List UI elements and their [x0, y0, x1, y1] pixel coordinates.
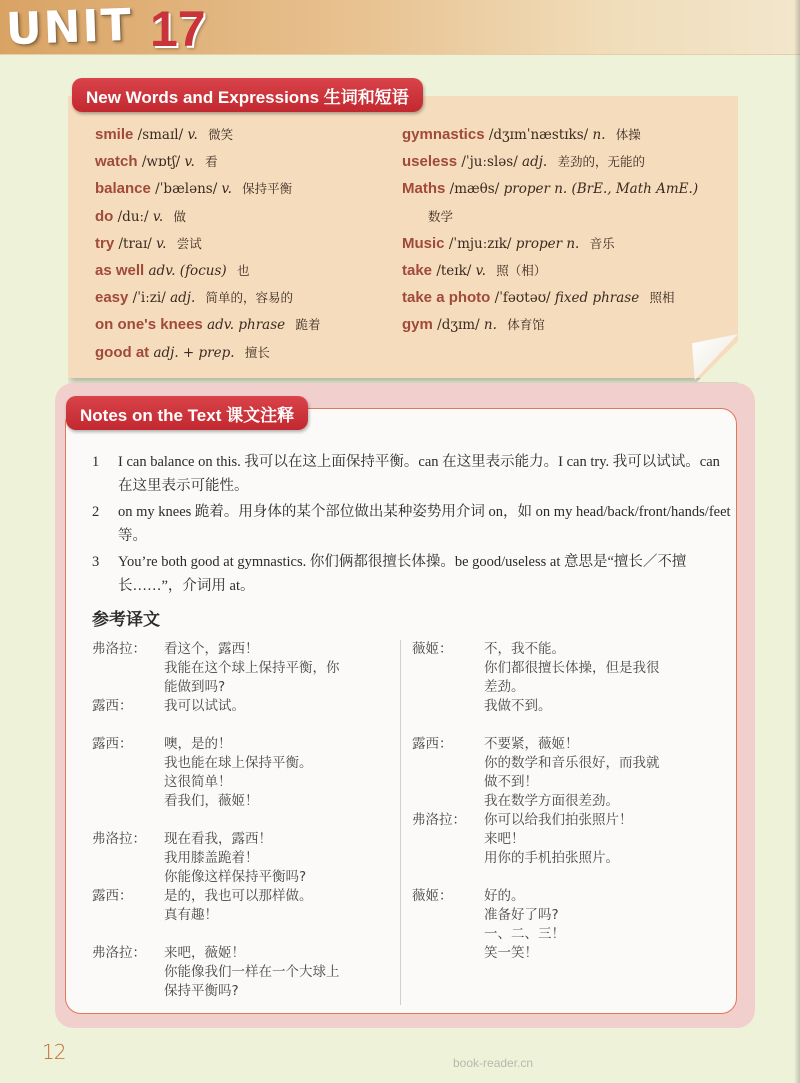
word-entry [95, 151, 320, 178]
dialog-line: 用你的手机拍张照片。 [484, 850, 619, 866]
dialog-lines [164, 944, 392, 1001]
dialog-turn [92, 830, 392, 887]
dialog-line: 真有趣！ [164, 907, 218, 923]
dialog-lines [484, 735, 712, 811]
part-of-speech: v. [156, 235, 167, 252]
unit-number: 17 [150, 1, 206, 57]
speaker-name: 弗洛拉： [92, 831, 146, 847]
notes-heading: Notes on the Text 课文注释 [66, 396, 308, 430]
chinese-meaning: 差劲的，无能的 [557, 154, 646, 170]
dialog-line: 你能像这样保持平衡吗? [164, 869, 307, 885]
dialog-line: 是的，我也可以那样做。 [164, 888, 313, 904]
speaker-name: 薇姬： [412, 888, 453, 904]
phonetic: /dʒɪm/ [437, 317, 480, 334]
dialog-line: 来吧！ [484, 831, 525, 847]
dialog-turn [412, 887, 712, 963]
word-entry [95, 124, 320, 151]
dialog-line: 来吧，薇姬！ [164, 945, 245, 961]
word-entry [95, 260, 320, 287]
speaker-name: 弗洛拉： [412, 812, 466, 828]
dialog-line: 不要紧，薇姬！ [484, 736, 579, 752]
dialog-turn [92, 944, 392, 1001]
word-entry [402, 124, 698, 151]
phonetic: /ˈfəʊtəʊ/ [494, 290, 551, 307]
dialog-line: 我也能在球上保持平衡。 [164, 755, 313, 771]
dialog-lines [164, 887, 392, 925]
note-text: You’re both good at gymnastics. 你们俩都很擅长体操。be good/useless at 意思是“擅长／不擅长……”，介词用 at。 [118, 554, 687, 594]
part-of-speech: adj. [522, 154, 548, 171]
chinese-meaning: 看 [205, 154, 218, 170]
dialog-line: 我在数学方面很差劲。 [484, 793, 619, 809]
dialog-lines [164, 640, 392, 697]
dialog-lines [484, 640, 712, 716]
chinese-meaning: 照（相） [496, 262, 547, 278]
phonetic: /smaɪl/ [137, 127, 184, 143]
new-words-heading: New Words and Expressions 生词和短语 [72, 78, 423, 112]
chinese-meaning: 数学 [428, 208, 454, 224]
chinese-meaning: 保持平衡 [242, 181, 293, 197]
speaker-name: 露西： [92, 736, 133, 752]
headword: as well [95, 261, 145, 279]
phonetic: /ˈbæləns/ [155, 181, 218, 198]
headword: try [95, 234, 115, 252]
dialog-line: 不，我不能。 [484, 641, 565, 657]
dialog-column-right [412, 640, 712, 963]
page-edge-shadow [794, 0, 800, 1083]
headword: do [95, 207, 114, 225]
headword: take [402, 261, 433, 279]
phonetic: /traɪ/ [118, 235, 152, 252]
dialog-lines [164, 697, 392, 716]
chinese-meaning: 尝试 [176, 235, 202, 251]
headword: take a photo [402, 289, 491, 307]
dialog-line: 噢，是的！ [164, 736, 232, 752]
dialog-lines [484, 811, 712, 868]
chinese-meaning: 擅长 [244, 344, 270, 360]
phonetic: /ˈjuːsləs/ [461, 154, 518, 171]
word-entry [402, 178, 698, 205]
part-of-speech: fixed phrase [554, 290, 640, 307]
dialog-line: 我能在这个球上保持平衡，你 [164, 660, 340, 676]
dialog-line: 准备好了吗? [484, 907, 559, 923]
dialog-line: 差劲。 [484, 679, 525, 695]
phonetic: /wɒtʃ/ [141, 154, 181, 171]
unit-banner [0, 0, 800, 55]
word-entry [402, 151, 698, 178]
dialog-line: 我做不到。 [484, 698, 552, 714]
part-of-speech: adv. phrase [207, 317, 286, 334]
word-entry [402, 287, 698, 314]
headword: balance [95, 180, 151, 198]
note-item [92, 550, 732, 598]
headword: easy [95, 289, 129, 307]
note-number: 3 [92, 554, 100, 570]
dialog-line: 这很简单！ [164, 774, 232, 790]
word-entry [95, 233, 320, 260]
word-list-left [95, 124, 320, 369]
notes-list [92, 450, 732, 600]
headword: smile [95, 126, 134, 143]
dialog-line: 你能像我们一样在一个大球上 [164, 964, 340, 980]
word-entry [402, 314, 698, 341]
headword: Music [402, 234, 445, 252]
dialog-turn [92, 697, 392, 716]
dialog-line: 做不到！ [484, 774, 538, 790]
page-number: 12 [42, 1040, 66, 1064]
dialog-line: 我可以试试。 [164, 698, 245, 714]
dialog-turn [412, 735, 712, 811]
part-of-speech: v. [475, 262, 486, 279]
word-entry [95, 206, 320, 233]
dialog-line: 你的数学和音乐很好，而我就 [484, 755, 660, 771]
chinese-meaning: 简单的，容易的 [205, 290, 294, 306]
part-of-speech: proper n. [515, 235, 580, 252]
dialog-line: 我用膝盖跪着！ [164, 850, 259, 866]
speaker-name: 露西： [412, 736, 453, 752]
unit-word-logo: UNIT [5, 0, 134, 56]
headword: useless [402, 153, 458, 171]
dialog-lines [484, 887, 712, 963]
dialog-line: 现在看我，露西！ [164, 831, 272, 847]
translation-heading: 参考译文 [92, 610, 160, 630]
dialog-turn [92, 640, 392, 697]
phonetic: /mæθs/ [449, 181, 500, 198]
word-entry [95, 287, 320, 314]
word-entry [402, 233, 698, 260]
speaker-name: 弗洛拉： [92, 641, 146, 657]
headword: on one's knees [95, 316, 203, 334]
chinese-meaning: 微笑 [208, 127, 234, 142]
chinese-meaning: 做 [173, 208, 187, 224]
part-of-speech: adj. + prep. [153, 344, 235, 361]
part-of-speech: n. [483, 317, 497, 334]
note-text: on my knees 跪着。用身体的某个部位做出某种姿势用介词 on，如 on my head/back/front/hands/feet 等。 [118, 504, 731, 544]
word-entry [95, 342, 320, 369]
speaker-name: 弗洛拉： [92, 945, 146, 961]
chinese-meaning: 也 [236, 262, 250, 278]
chinese-meaning: 体操 [615, 127, 641, 142]
speaker-name: 露西： [92, 888, 133, 904]
headword: good at [95, 343, 150, 361]
part-of-speech: adv. (focus) [148, 262, 227, 279]
part-of-speech: proper n. (BrE., Math AmE.) [503, 181, 699, 198]
note-item [92, 450, 732, 498]
phonetic: /duː/ [117, 208, 149, 225]
part-of-speech: v. [187, 127, 198, 143]
phonetic: /ˈmjuːzɪk/ [448, 235, 512, 252]
dialog-line: 你可以给我们拍张照片！ [484, 812, 633, 828]
word-entry [95, 178, 320, 205]
speaker-name: 露西： [92, 698, 133, 714]
word-entry [402, 260, 698, 287]
word-entry [402, 206, 698, 233]
part-of-speech: v. [221, 181, 232, 198]
headword: gymnastics [402, 126, 485, 143]
dialog-turn [92, 735, 392, 811]
watermark: book-reader.cn [453, 1056, 534, 1070]
dialog-column-left [92, 640, 392, 1001]
note-item [92, 500, 732, 548]
chinese-meaning: 体育馆 [507, 317, 545, 333]
word-entry [95, 314, 320, 341]
dialog-line: 能做到吗? [164, 679, 226, 695]
phonetic: /dʒɪmˈnæstɪks/ [488, 127, 589, 143]
dialog-line: 你们都很擅长体操，但是我很 [484, 660, 660, 676]
dialog-lines [164, 735, 392, 811]
dialog-line: 笑一笑！ [484, 945, 538, 961]
speaker-name: 薇姬： [412, 641, 453, 657]
dialog-line: 看我们，薇姬！ [164, 793, 259, 809]
note-text: I can balance on this. 我可以在这上面保持平衡。can 在这里表示能力。I can try. 我可以试试。can 在这里表示可能性。 [118, 454, 720, 494]
phonetic: /ˈiːzi/ [132, 290, 166, 307]
dialog-turn [412, 640, 712, 716]
part-of-speech: v. [184, 154, 195, 171]
chinese-meaning: 跪着 [295, 317, 321, 333]
note-number: 2 [92, 504, 100, 520]
dialog-line: 一、二、三！ [484, 926, 565, 942]
dialog-lines [164, 830, 392, 887]
note-number: 1 [92, 454, 100, 470]
part-of-speech: adj. [170, 290, 196, 307]
dialog-line: 看这个，露西！ [164, 641, 259, 657]
headword: Maths [402, 180, 446, 198]
column-divider [400, 640, 401, 1005]
dialog-line: 保持平衡吗? [164, 983, 239, 999]
part-of-speech: v. [152, 208, 164, 225]
word-list-right [402, 124, 698, 342]
headword: gym [402, 316, 433, 334]
dialog-turn [92, 887, 392, 925]
chinese-meaning: 照相 [649, 290, 675, 306]
part-of-speech: n. [592, 127, 606, 143]
headword: watch [95, 153, 138, 171]
dialog-line: 好的。 [484, 888, 525, 904]
phonetic: /teɪk/ [436, 262, 472, 279]
dialog-turn [412, 811, 712, 868]
chinese-meaning: 音乐 [589, 235, 615, 251]
